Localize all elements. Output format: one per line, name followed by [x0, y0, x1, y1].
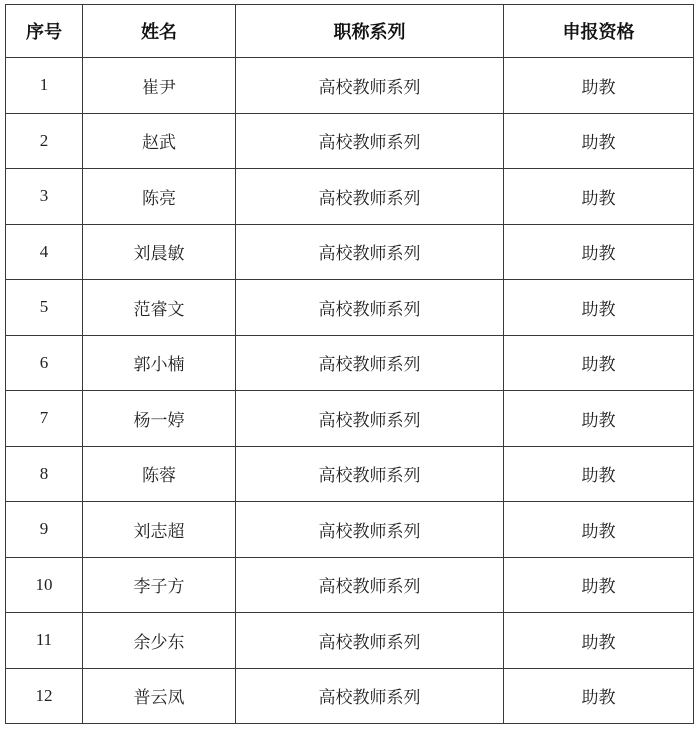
- cell-qualification: 助教: [504, 169, 694, 225]
- roster-table: [5, 4, 694, 724]
- header-name: 姓名: [83, 5, 236, 58]
- table-row: [6, 169, 694, 225]
- cell-qualification: 助教: [504, 280, 694, 336]
- cell-serial-number: 3: [6, 169, 83, 225]
- table-row: [6, 668, 694, 724]
- cell-qualification: 助教: [504, 113, 694, 169]
- cell-qualification: 助教: [504, 668, 694, 724]
- cell-qualification: 助教: [504, 391, 694, 447]
- cell-name: 刘晨敏: [83, 224, 236, 280]
- cell-serial-number: 8: [6, 446, 83, 502]
- header-serial-number: 序号: [6, 5, 83, 58]
- cell-serial-number: 1: [6, 58, 83, 114]
- header-qualification: 申报资格: [504, 5, 694, 58]
- cell-name: 赵武: [83, 113, 236, 169]
- cell-serial-number: 6: [6, 335, 83, 391]
- cell-qualification: 助教: [504, 335, 694, 391]
- table-row: [6, 113, 694, 169]
- table-row: [6, 391, 694, 447]
- cell-name: 刘志超: [83, 502, 236, 558]
- cell-name: 李子方: [83, 557, 236, 613]
- cell-qualification: 助教: [504, 557, 694, 613]
- cell-title-series: 高校教师系列: [236, 335, 504, 391]
- table-row: [6, 58, 694, 114]
- cell-qualification: 助教: [504, 224, 694, 280]
- cell-name: 范睿文: [83, 280, 236, 336]
- cell-serial-number: 4: [6, 224, 83, 280]
- table-row: [6, 502, 694, 558]
- cell-serial-number: 12: [6, 668, 83, 724]
- table-row: [6, 557, 694, 613]
- cell-name: 普云凤: [83, 668, 236, 724]
- roster-table-container: [5, 4, 693, 724]
- table-row: [6, 335, 694, 391]
- cell-qualification: 助教: [504, 446, 694, 502]
- cell-title-series: 高校教师系列: [236, 280, 504, 336]
- cell-title-series: 高校教师系列: [236, 446, 504, 502]
- table-row: [6, 613, 694, 669]
- cell-name: 余少东: [83, 613, 236, 669]
- table-header-row: [6, 5, 694, 58]
- cell-title-series: 高校教师系列: [236, 58, 504, 114]
- cell-title-series: 高校教师系列: [236, 668, 504, 724]
- cell-title-series: 高校教师系列: [236, 224, 504, 280]
- table-body: [6, 58, 694, 724]
- cell-qualification: 助教: [504, 58, 694, 114]
- cell-qualification: 助教: [504, 613, 694, 669]
- cell-title-series: 高校教师系列: [236, 557, 504, 613]
- cell-serial-number: 5: [6, 280, 83, 336]
- cell-title-series: 高校教师系列: [236, 502, 504, 558]
- header-title-series: 职称系列: [236, 5, 504, 58]
- cell-qualification: 助教: [504, 502, 694, 558]
- cell-serial-number: 11: [6, 613, 83, 669]
- cell-title-series: 高校教师系列: [236, 613, 504, 669]
- cell-serial-number: 2: [6, 113, 83, 169]
- cell-name: 郭小楠: [83, 335, 236, 391]
- cell-name: 陈亮: [83, 169, 236, 225]
- cell-name: 杨一婷: [83, 391, 236, 447]
- cell-title-series: 高校教师系列: [236, 169, 504, 225]
- table-row: [6, 446, 694, 502]
- cell-serial-number: 10: [6, 557, 83, 613]
- cell-serial-number: 7: [6, 391, 83, 447]
- cell-title-series: 高校教师系列: [236, 113, 504, 169]
- table-row: [6, 280, 694, 336]
- cell-name: 陈蓉: [83, 446, 236, 502]
- table-row: [6, 224, 694, 280]
- cell-name: 崔尹: [83, 58, 236, 114]
- cell-title-series: 高校教师系列: [236, 391, 504, 447]
- cell-serial-number: 9: [6, 502, 83, 558]
